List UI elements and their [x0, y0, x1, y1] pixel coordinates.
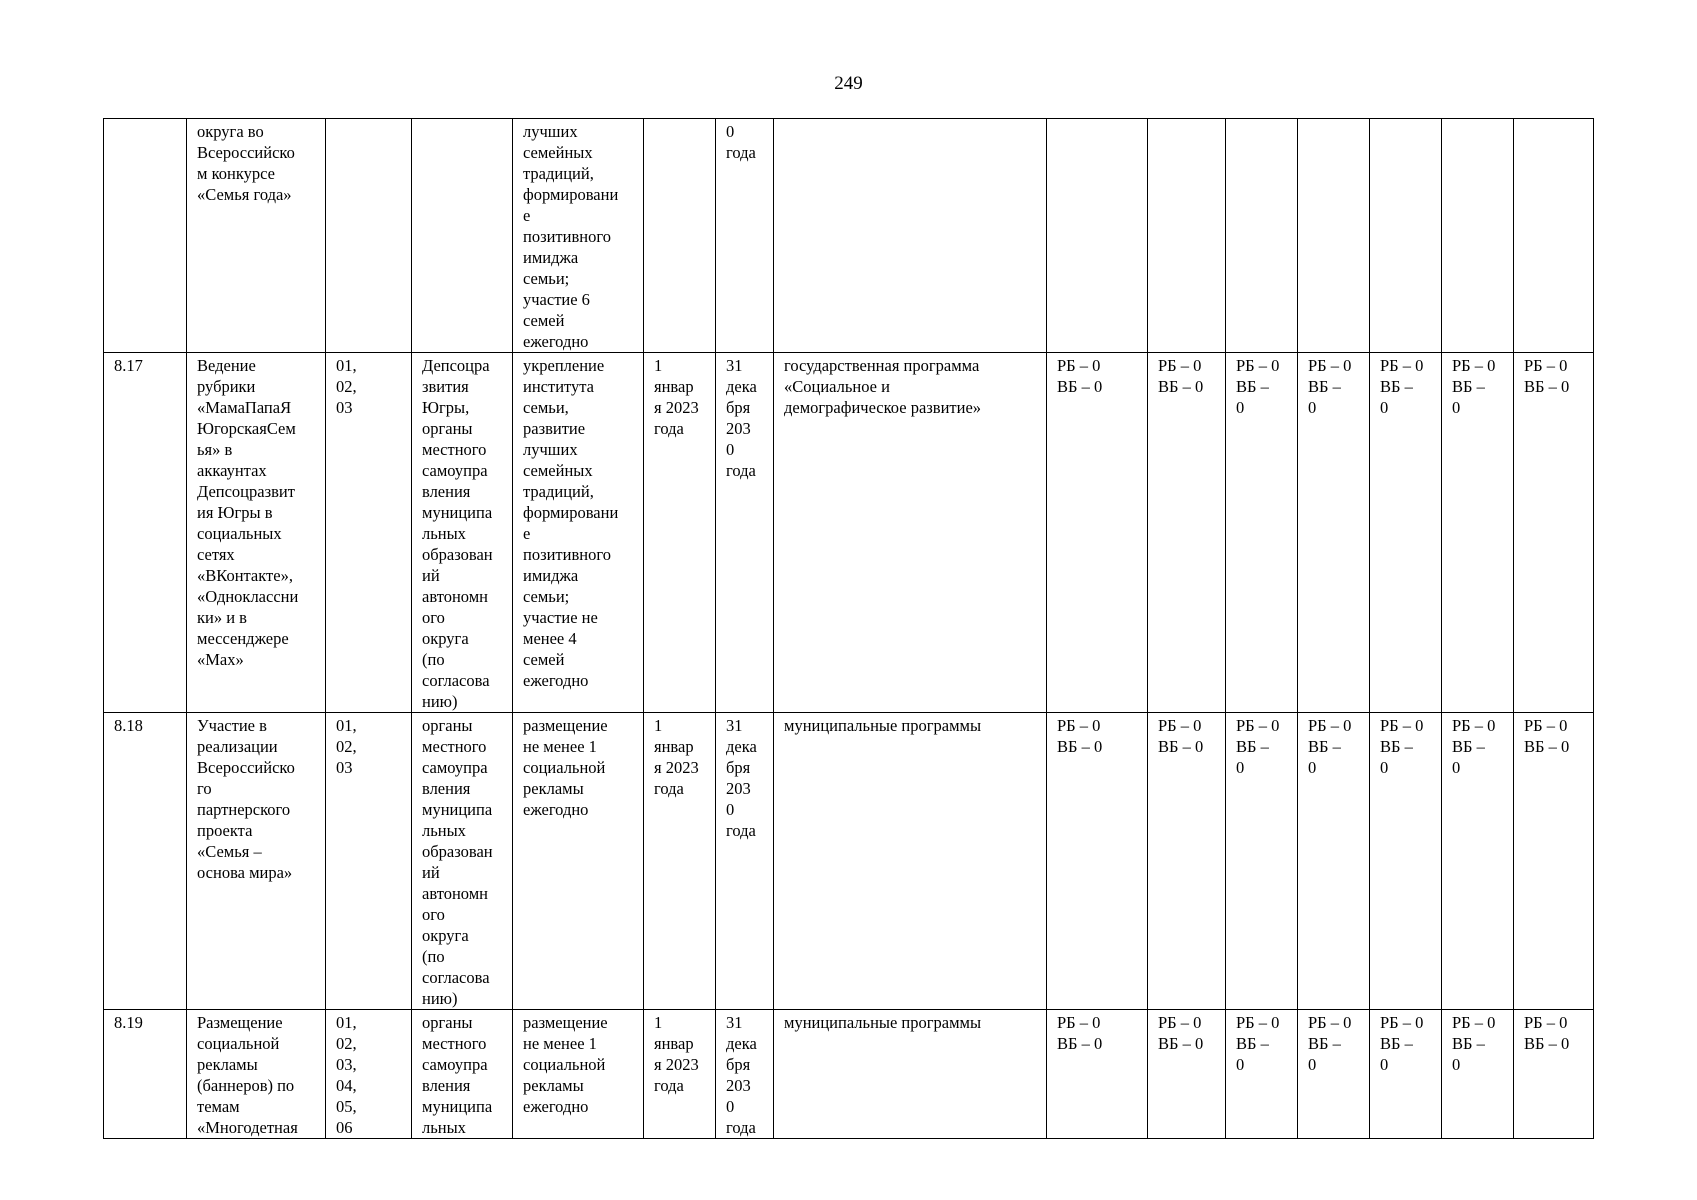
funding-cell: [1226, 119, 1298, 353]
executors-cell: органы местного самоупра вления муниципа льных образован ий автономн ого округа (по согласова нию): [412, 713, 513, 1010]
goal-codes-cell: 01, 02, 03, 04, 05, 06: [326, 1010, 412, 1139]
funding-cell: РБ – 0 ВБ – 0: [1370, 1010, 1442, 1139]
table-row: [104, 119, 1594, 353]
program-cell: государственная программа «Социальное и демографическое развитие»: [774, 353, 1047, 713]
funding-cell: РБ – 0 ВБ – 0: [1514, 353, 1594, 713]
funding-cell: РБ – 0 ВБ – 0: [1514, 713, 1594, 1010]
start-date-cell: [644, 119, 716, 353]
funding-cell: РБ – 0 ВБ – 0: [1226, 1010, 1298, 1139]
funding-cell: [1047, 119, 1148, 353]
activity-name-cell: Размещение социальной рекламы (баннеров) по темам «Многодетная: [187, 1010, 326, 1139]
goal-codes-cell: 01, 02, 03: [326, 713, 412, 1010]
row-number-cell: 8.19: [104, 1010, 187, 1139]
program-cell: [774, 119, 1047, 353]
funding-cell: РБ – 0 ВБ – 0: [1047, 713, 1148, 1010]
end-date-cell: 31 дека бря 203 0 года: [716, 353, 774, 713]
funding-cell: [1442, 119, 1514, 353]
funding-cell: РБ – 0 ВБ – 0: [1047, 1010, 1148, 1139]
funding-cell: РБ – 0 ВБ – 0: [1442, 1010, 1514, 1139]
funding-cell: РБ – 0 ВБ – 0: [1148, 713, 1226, 1010]
activity-name-cell: округа во Всероссийско м конкурсе «Семья года»: [187, 119, 326, 353]
funding-cell: РБ – 0 ВБ – 0: [1514, 1010, 1594, 1139]
end-date-cell: 31 дека бря 203 0 года: [716, 1010, 774, 1139]
funding-cell: РБ – 0 ВБ – 0: [1370, 353, 1442, 713]
program-cell: муниципальные программы: [774, 713, 1047, 1010]
funding-cell: РБ – 0 ВБ – 0: [1148, 353, 1226, 713]
row-number-cell: [104, 119, 187, 353]
funding-cell: РБ – 0 ВБ – 0: [1442, 713, 1514, 1010]
page-number: 249: [834, 73, 863, 94]
row-number-cell: 8.17: [104, 353, 187, 713]
start-date-cell: 1 январ я 2023 года: [644, 713, 716, 1010]
end-date-cell: 0 года: [716, 119, 774, 353]
executors-cell: [412, 119, 513, 353]
executors-cell: Депсоцра звития Югры, органы местного самоупра вления муниципа льных образован ий автономн ого округа (по согласова нию): [412, 353, 513, 713]
funding-cell: РБ – 0 ВБ – 0: [1226, 713, 1298, 1010]
table-row: [104, 1010, 1594, 1139]
start-date-cell: 1 январ я 2023 года: [644, 353, 716, 713]
program-cell: муниципальные программы: [774, 1010, 1047, 1139]
expected-result-cell: размещение не менее 1 социальной рекламы ежегодно: [513, 1010, 644, 1139]
funding-cell: РБ – 0 ВБ – 0: [1298, 1010, 1370, 1139]
funding-cell: [1514, 119, 1594, 353]
end-date-cell: 31 дека бря 203 0 года: [716, 713, 774, 1010]
expected-result-cell: размещение не менее 1 социальной рекламы ежегодно: [513, 713, 644, 1010]
activity-name-cell: Участие в реализации Всероссийско го партнерского проекта «Семья – основа мира»: [187, 713, 326, 1010]
table-row: [104, 713, 1594, 1010]
row-number-cell: 8.18: [104, 713, 187, 1010]
expected-result-cell: укрепление института семьи, развитие лучших семейных традиций, формировани е позитивного имиджа семьи; участие не менее 4 семей ежегодно: [513, 353, 644, 713]
funding-cell: РБ – 0 ВБ – 0: [1442, 353, 1514, 713]
table-row: [104, 353, 1594, 713]
start-date-cell: 1 январ я 2023 года: [644, 1010, 716, 1139]
funding-cell: РБ – 0 ВБ – 0: [1298, 713, 1370, 1010]
goal-codes-cell: 01, 02, 03: [326, 353, 412, 713]
expected-result-cell: лучших семейных традиций, формировани е позитивного имиджа семьи; участие 6 семей ежегодно: [513, 119, 644, 353]
activity-plan-table: [103, 118, 1594, 1139]
funding-cell: РБ – 0 ВБ – 0: [1148, 1010, 1226, 1139]
funding-cell: РБ – 0 ВБ – 0: [1047, 353, 1148, 713]
funding-cell: [1148, 119, 1226, 353]
funding-cell: РБ – 0 ВБ – 0: [1298, 353, 1370, 713]
funding-cell: [1370, 119, 1442, 353]
goal-codes-cell: [326, 119, 412, 353]
funding-cell: [1298, 119, 1370, 353]
funding-cell: РБ – 0 ВБ – 0: [1370, 713, 1442, 1010]
activity-name-cell: Ведение рубрики «МамаПапаЯ ЮгорскаяСем ья» в аккаунтах Депсоцразвит ия Югры в социальных сетях «ВКонтакте», «Одноклассни ки» и в мессенджере «Max»: [187, 353, 326, 713]
executors-cell: органы местного самоупра вления муниципа льных: [412, 1010, 513, 1139]
funding-cell: РБ – 0 ВБ – 0: [1226, 353, 1298, 713]
